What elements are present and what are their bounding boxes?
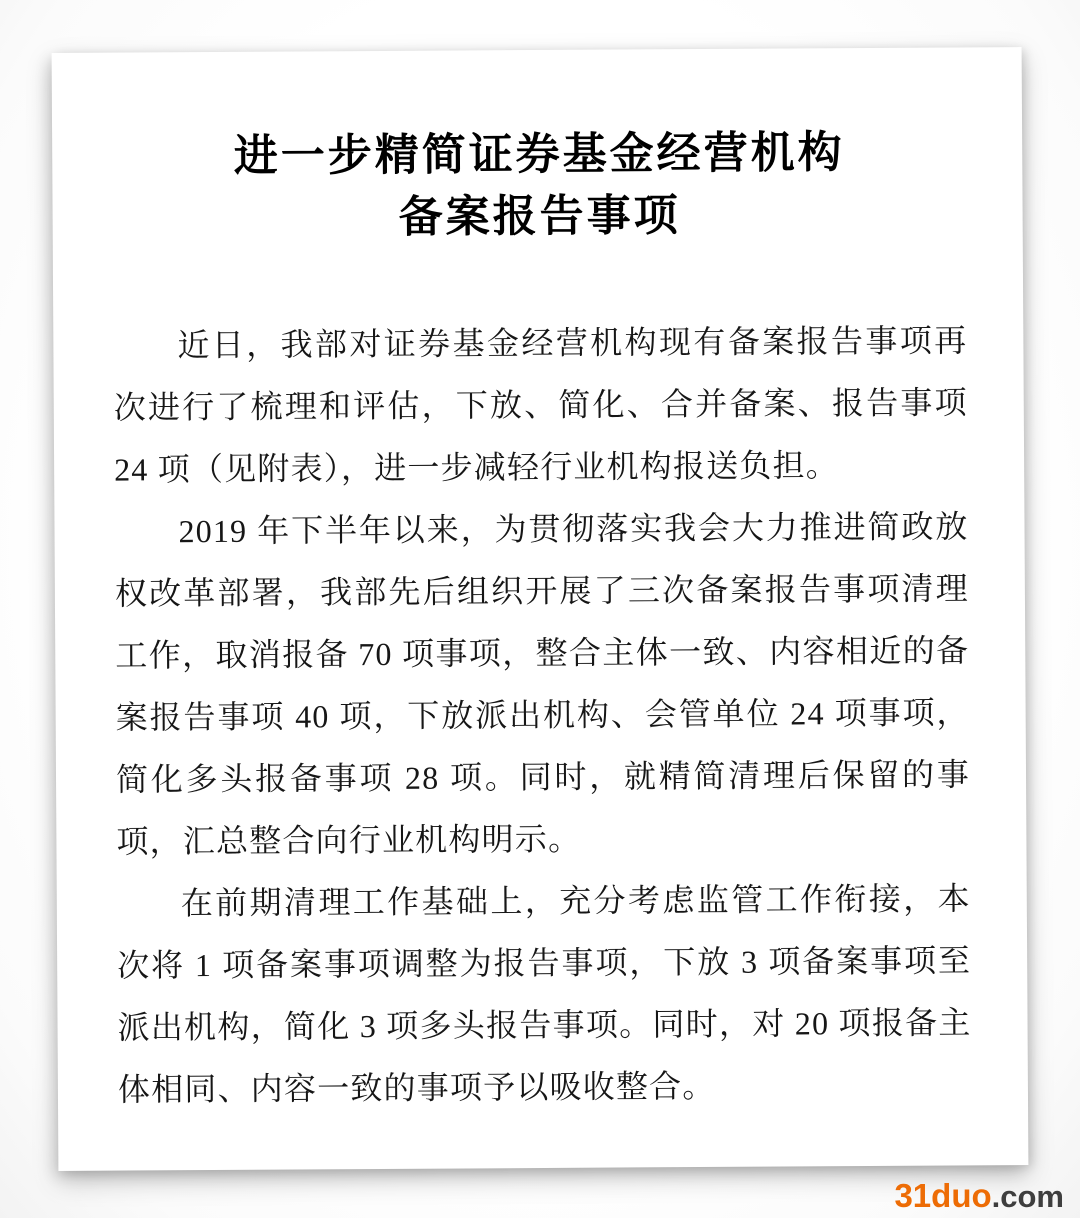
watermark (894, 1179, 1064, 1212)
paragraph-history: 2019 年下半年以来，为贯彻落实我会大力推进简政放权改革部署，我部先后组织开展了三次备案报告事项清理工作，取消报备 70 项事项，整合主体一致、内容相近的备案报告事项 40 项，下放派出机构、会管单位 24 项事项，简化多头报备事项 28 项。同时，就精简清理后保留的事项，汇总整合向行业机构明示。 (114, 508, 971, 860)
document-page (52, 47, 1029, 1171)
document-title-line2: 备案报告事项 (398, 191, 681, 242)
watermark-brand: 31duo (894, 1177, 992, 1214)
document-body (113, 309, 972, 1120)
paragraph-intro: 近日，我部对证券基金经营机构现有备案报告事项再次进行了梳理和评估，下放、简化、合并备案、报告事项 24 项（见附表），进一步减轻行业机构报送负担。 (113, 322, 968, 488)
document-title (112, 121, 967, 250)
document-title-line1: 进一步精简证券基金经营机构 (233, 128, 845, 181)
paragraph-current-round: 在前期清理工作基础上，充分考虑监管工作衔接，本次将 1 项备案事项调整为报告事项，下放 3 项备案事项至派出机构，简化 3 项多头报告事项。同时，对 20 项报备主体相同、内容一致的事项予以吸收整合。 (117, 880, 972, 1108)
watermark-suffix: .com (991, 1179, 1064, 1214)
